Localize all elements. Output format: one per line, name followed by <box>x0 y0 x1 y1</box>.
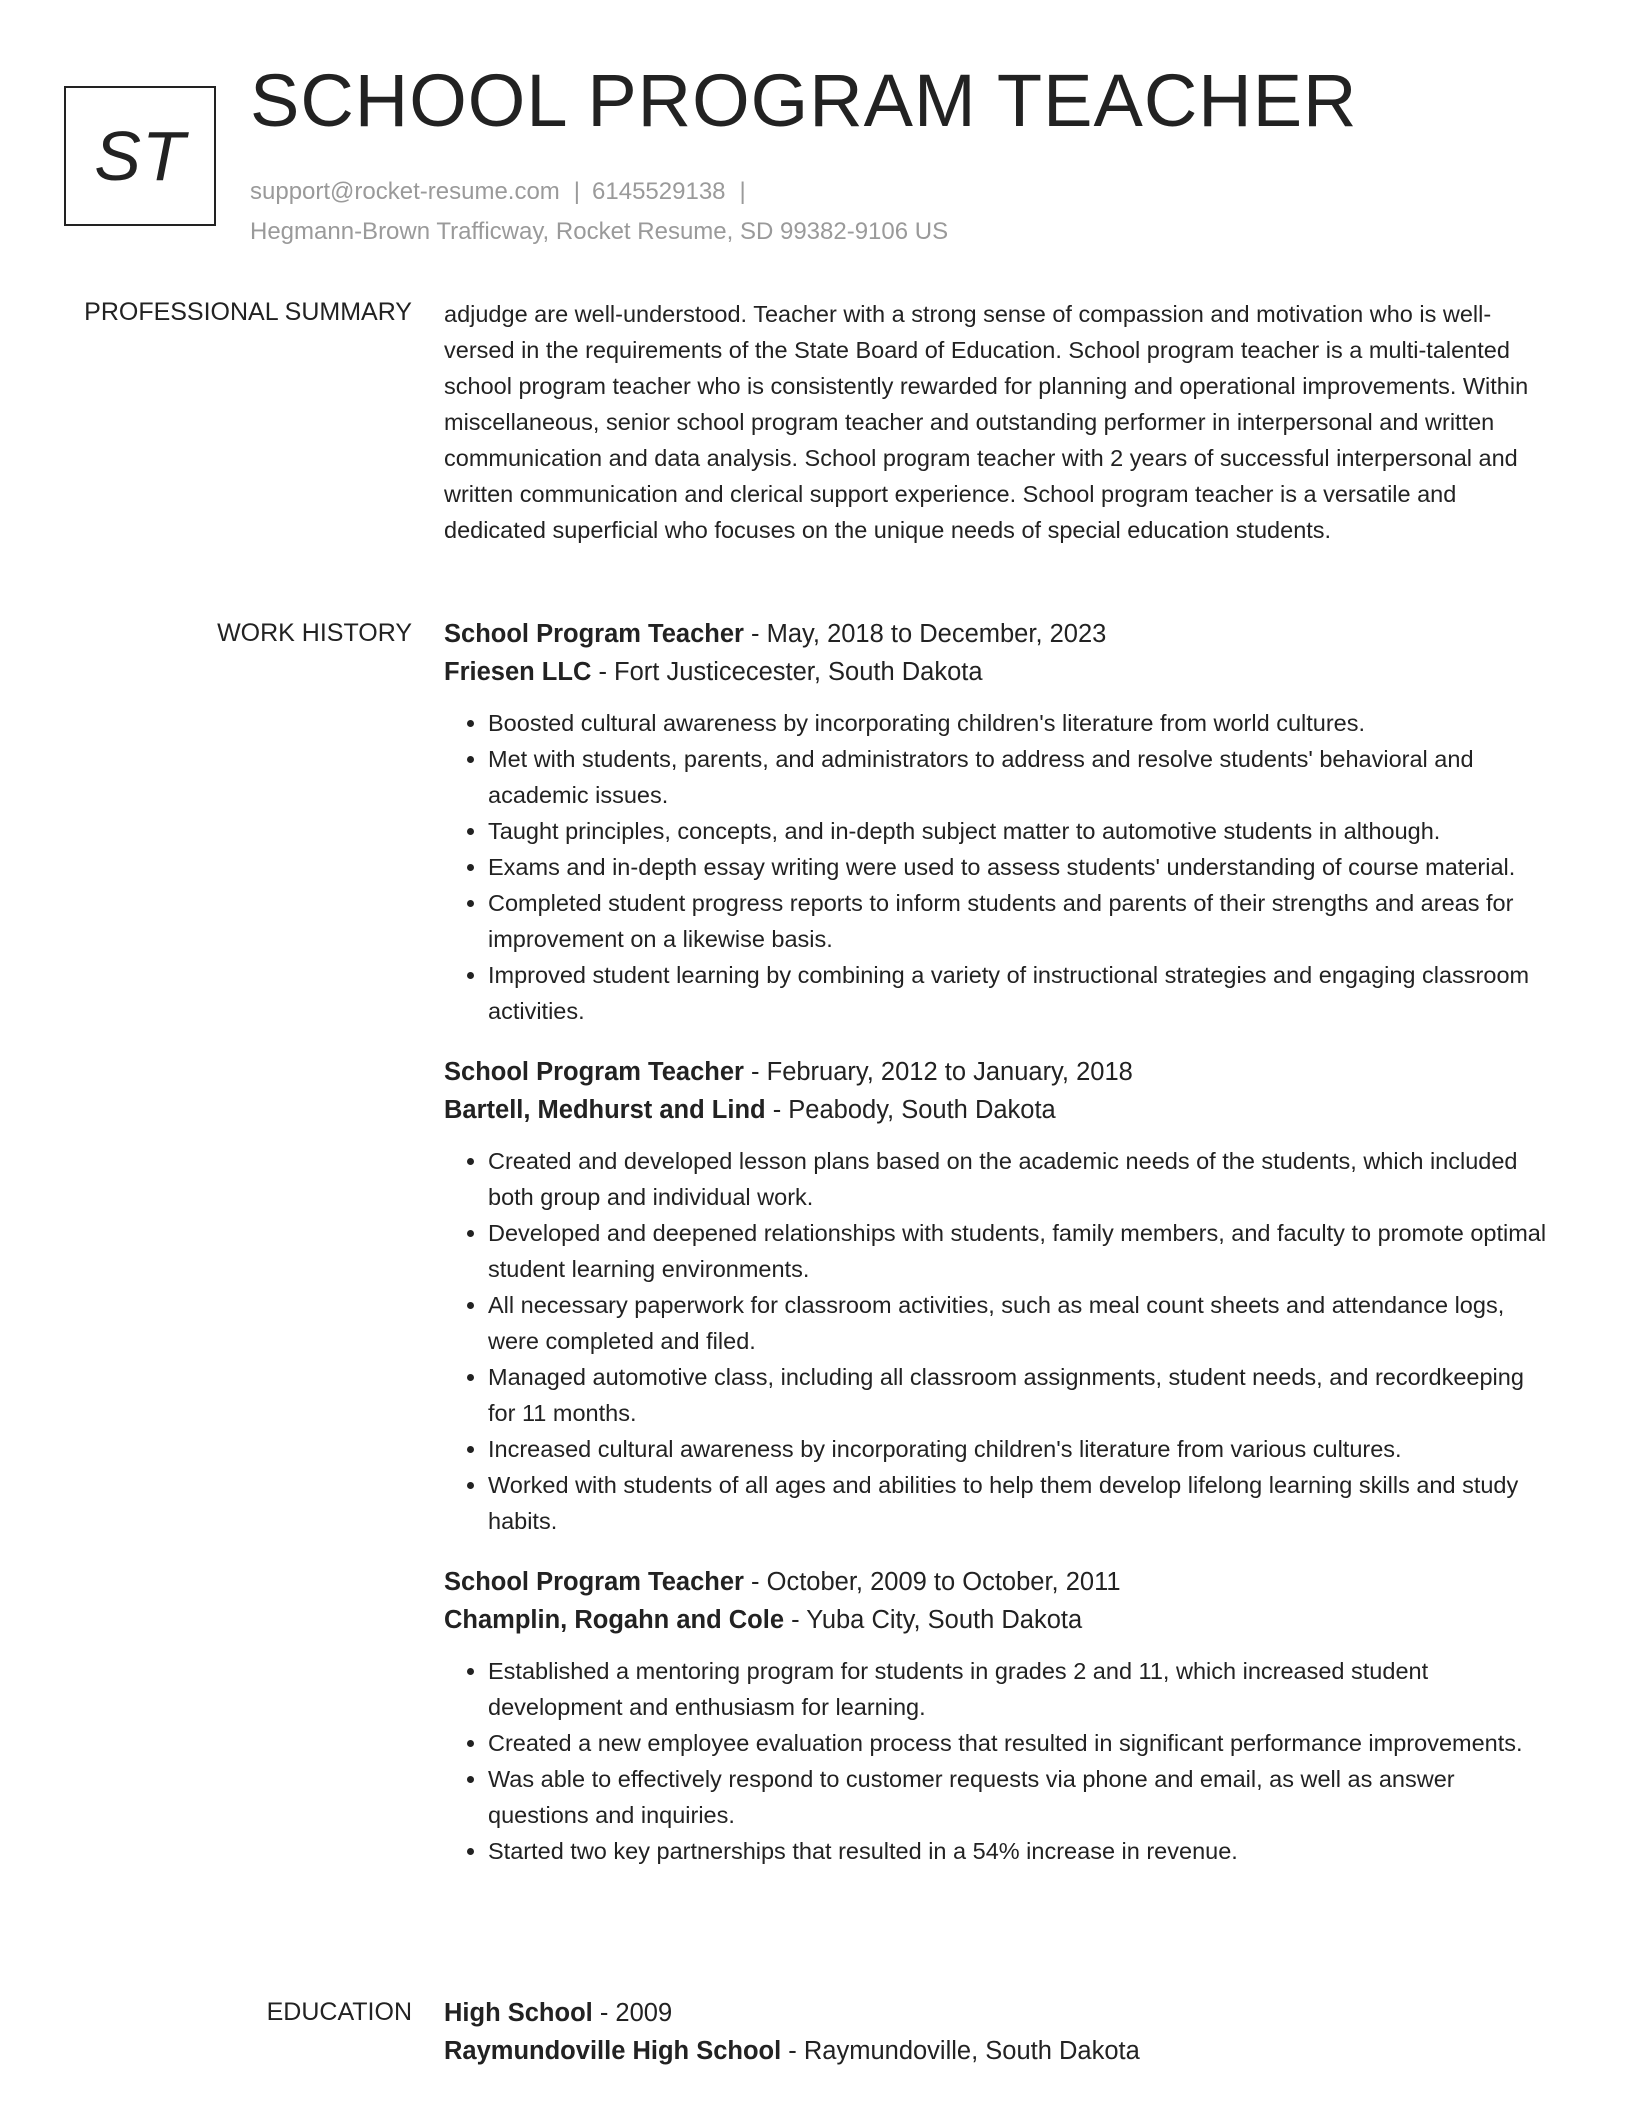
job-entry <box>444 1563 1548 1869</box>
job-bullet: • Taught principles, concepts, and in-depth subject matter to automotive students in although. <box>488 813 1548 849</box>
contact-separator: | <box>573 178 581 205</box>
job-title-line <box>444 1563 1548 1601</box>
job-dates: - May, 2018 to December, 2023 <box>743 620 1107 648</box>
job-title: School Program Teacher <box>444 1058 744 1086</box>
job-bullet: • Boosted cultural awareness by incorporating children's literature from world cultures. <box>488 705 1548 741</box>
job-bullet: • Created a new employee evaluation process that resulted in significant performance improvements. <box>488 1725 1548 1761</box>
job-company: Bartell, Medhurst and Lind <box>444 1096 766 1124</box>
job-title-line <box>444 1053 1548 1091</box>
section-label-education: EDUCATION <box>266 1998 412 2026</box>
job-entry <box>444 615 1548 1029</box>
contact-phone[interactable]: 6145529138 <box>592 178 726 205</box>
job-bullet: • Created and developed lesson plans based on the academic needs of the students, which included both group and individual work. <box>488 1143 1548 1215</box>
contact-email[interactable]: support@rocket-resume.com <box>250 178 560 205</box>
job-location: - Yuba City, South Dakota <box>784 1606 1083 1634</box>
job-bullet: • Exams and in-depth essay writing were used to assess students' understanding of course material. <box>488 849 1548 885</box>
job-bullet: • Improved student learning by combining a variety of instructional strategies and engaging classroom activities. <box>488 957 1548 1029</box>
job-bullet: • Increased cultural awareness by incorporating children's literature from various cultures. <box>488 1431 1548 1467</box>
job-dates: - October, 2009 to October, 2011 <box>743 1568 1121 1596</box>
education-year: - 2009 <box>592 1999 673 2027</box>
job-dates: - February, 2012 to January, 2018 <box>743 1058 1133 1086</box>
job-bullet: • Was able to effectively respond to customer requests via phone and email, as well as answer questions and inquiries. <box>488 1761 1548 1833</box>
education-entry <box>444 1994 1548 2070</box>
section-label-summary: PROFESSIONAL SUMMARY <box>84 298 412 326</box>
job-org-line <box>444 1091 1548 1129</box>
job-bullet: • Met with students, parents, and administrators to address and resolve students' behavioral and academic issues. <box>488 741 1548 813</box>
job-title: School Program Teacher <box>444 620 744 648</box>
job-bullet: • Managed automotive class, including all classroom assignments, student needs, and recordkeeping for 11 months. <box>488 1359 1548 1431</box>
job-company: Champlin, Rogahn and Cole <box>444 1606 785 1634</box>
job-bullets <box>444 1653 1548 1869</box>
job-bullet: • All necessary paperwork for classroom activities, such as meal count sheets and attendance logs, were completed and filed. <box>488 1287 1548 1359</box>
contact-info <box>250 172 948 252</box>
work-history-list <box>444 615 1548 1893</box>
job-bullet: • Established a mentoring program for students in grades 2 and 11, which increased student development and enthusiasm for learning. <box>488 1653 1548 1725</box>
job-entry <box>444 1053 1548 1539</box>
job-location: - Peabody, South Dakota <box>765 1096 1056 1124</box>
summary-text: adjudge are well-understood. Teacher with a strong sense of compassion and motivation who is well-versed in the requirements of the State Board of Education. School program teacher is a multi-talented school program teacher who is consistently rewarded for planning and operational improvements. Within miscellaneous, senior school program teacher and outstanding performer in interpersonal and written communication and data analysis. School program teacher with 2 years of successful interpersonal and written communication and clerical support experience. School program teacher is a versatile and dedicated superficial who focuses on the unique needs of special education students. <box>444 301 1529 543</box>
education-location: - Raymundoville, South Dakota <box>781 2037 1140 2065</box>
section-label-work: WORK HISTORY <box>217 619 412 647</box>
job-bullet: • Started two key partnerships that resulted in a 54% increase in revenue. <box>488 1833 1548 1869</box>
job-company: Friesen LLC <box>444 658 592 686</box>
job-org-line <box>444 1601 1548 1639</box>
contact-separator: | <box>739 178 746 205</box>
education-school-line <box>444 2032 1548 2070</box>
initials-monogram: ST <box>64 86 216 226</box>
education-degree: High School <box>444 1999 593 2027</box>
job-bullet: • Worked with students of all ages and abilities to help them develop lifelong learning skills and study habits. <box>488 1467 1548 1539</box>
education-degree-line <box>444 1994 1548 2032</box>
job-location: - Fort Justicecester, South Dakota <box>591 658 983 686</box>
job-bullet: • Completed student progress reports to inform students and parents of their strengths and areas for improvement on a likewise basis. <box>488 885 1548 957</box>
job-title-line <box>444 615 1548 653</box>
resume-title: SCHOOL PROGRAM TEACHER <box>250 59 1358 142</box>
education-school: Raymundoville High School <box>444 2037 782 2065</box>
job-bullets <box>444 1143 1548 1539</box>
job-bullets <box>444 705 1548 1029</box>
job-title: School Program Teacher <box>444 1568 744 1596</box>
job-org-line <box>444 653 1548 691</box>
contact-address: Hegmann-Brown Trafficway, Rocket Resume, SD 99382-9106 US <box>250 218 949 245</box>
job-bullet: • Developed and deepened relationships with students, family members, and faculty to promote optimal student learning environments. <box>488 1215 1548 1287</box>
